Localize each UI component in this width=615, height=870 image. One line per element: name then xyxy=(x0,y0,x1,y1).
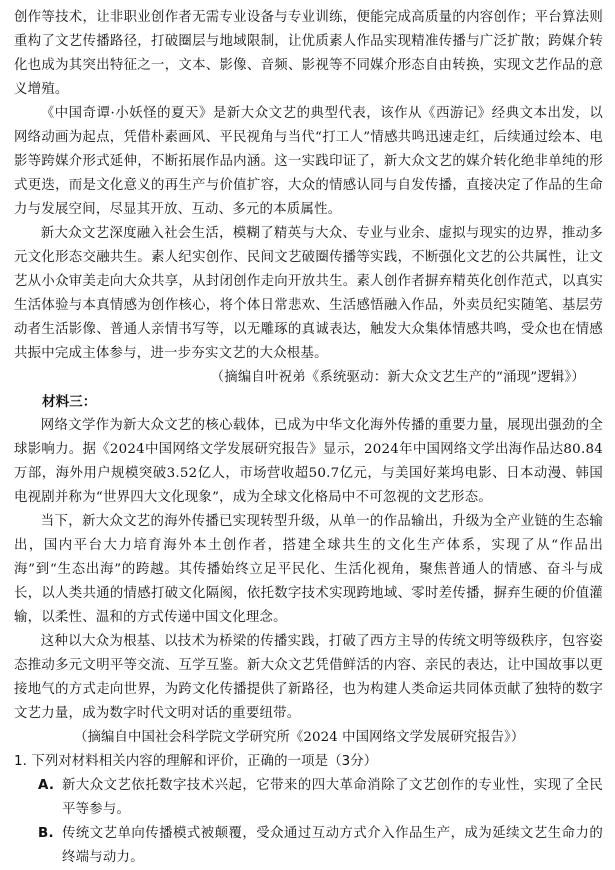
paragraph-continued: 创作等技术，让非职业创作者无需专业设备与专业训练，便能完成高质量的内容创作；平台算法则重构了文艺传播路径，打破圈层与地域限制，让优质素人作品实现精准传播与广泛扩散；跨媒介转化也成为其突出特征之一，文本、影像、音频、影视等不同媒介形态自由转换，实现文艺作品的意义增殖。 xyxy=(14,10,603,97)
option-a-letter: A. xyxy=(38,778,55,793)
option-a xyxy=(14,774,603,822)
option-b-letter: B. xyxy=(38,826,54,841)
option-b-text: 传统文艺单向传播模式被颠覆，受众通过互动方式介入作品生产，成为延续文艺生命力的终端与动力。 xyxy=(62,826,603,865)
material-3-heading: 材料三： xyxy=(42,394,97,410)
paragraph-integration: 新大众文艺深度融入社会生活，模糊了精英与大众、专业与业余、虚拟与现实的边界，推动多元文化形态交融共生。素人纪实创作、民间文艺破圈传播等实践，不断强化文艺的公共属性，让文艺从小众审美走向大众共享，从封闭创作走向开放共生。素人创作者摒弃精英化创作范式，以真实生活体验与本真情感为创作核心，将个体日常悲欢、生活感悟融入作品，外卖员纪实随笔、基层劳动者生活影像、普通人亲情书写等，以无雕琢的真诚表达，触发大众集体情感共鸣，受众也在情感共振中完成主体参与，进一步夯实文艺的大众根基。 xyxy=(14,226,603,361)
paragraph-material-3-3: 这种以大众为根基、以技术为桥梁的传播实践，打破了西方主导的传统文明等级秩序，包容姿态推动多元文明平等交流、互学互鉴。新大众文艺凭借鲜活的内容、亲民的表达，让中国故事以更接地气的方式走向世界，为跨文化传播提供了新路径，也为构建人类命运共同体贡献了独特的数字文艺力量，成为数字时代文明对话的重要纽带。 xyxy=(14,634,603,721)
option-a-text: 新大众文艺依托数字技术兴起，它带来的四大革命消除了文艺创作的专业性，实现了全民平等参与。 xyxy=(62,778,603,817)
question-stem: 1. 下列对材料相关内容的理解和评价，正确的一项是（3分） xyxy=(14,754,378,769)
paragraph-material-3-1: 网络文学作为新大众文艺的核心载体，已成为中华文化海外传播的重要力量，展现出强劲的全球影响力。据《2024中国网络文学发展研究报告》显示，2024年中国网络文学出海作品达80.84万部，海外用户规模突破3.52亿人，市场营收超50.7亿元，与美国好莱坞电影、日本动漫、韩国电视剧并称为“世界四大文化现象”，成为全球文化格局中不可忽视的文艺形态。 xyxy=(14,418,603,505)
option-b xyxy=(14,822,603,870)
paragraph-case-study: 《中国奇谭·小妖怪的夏天》是新大众文艺的典型代表，该作从《西游记》经典文本出发，以网络动画为起点，凭借朴素画风、平民视角与当代“打工人”情感共鸣迅速走红，后续通过绘本、电影等跨媒介形式延伸，不断拓展作品内涵。这一实践印证了，新大众文艺的媒介转化绝非单纯的形式更迭，而是文化意义的再生产与价值扩容，大众的情感认同与自发传播，直接决定了作品的生命力与发展空间，尽显其开放、互动、多元的本质属性。 xyxy=(14,106,603,217)
paragraph-material-3-2: 当下，新大众文艺的海外传播已实现转型升级，从单一的作品输出，升级为全产业链的生态输出，国内平台大力培育海外本土创作者，搭建全球共生的文化生产体系，实现了从“作品出海”到“生态出海”的跨越。其传播始终立足平民化、生活化视角，聚焦普通人的情感、奋斗与成长，以人类共通的情感打破文化隔阂，依托数字技术实现跨地域、零时差传播，摒弃生硬的价值灌输，以柔性、温和的方式传递中国文化理念。 xyxy=(14,514,603,625)
source-citation-1: （摘编自叶祝弟《系统驱动：新大众文艺生产的“涌现”逻辑》） xyxy=(210,370,585,385)
source-citation-2: （摘编自中国社会科学院文学研究所《2024 中国网络文学发展研究报告》） xyxy=(74,730,525,745)
